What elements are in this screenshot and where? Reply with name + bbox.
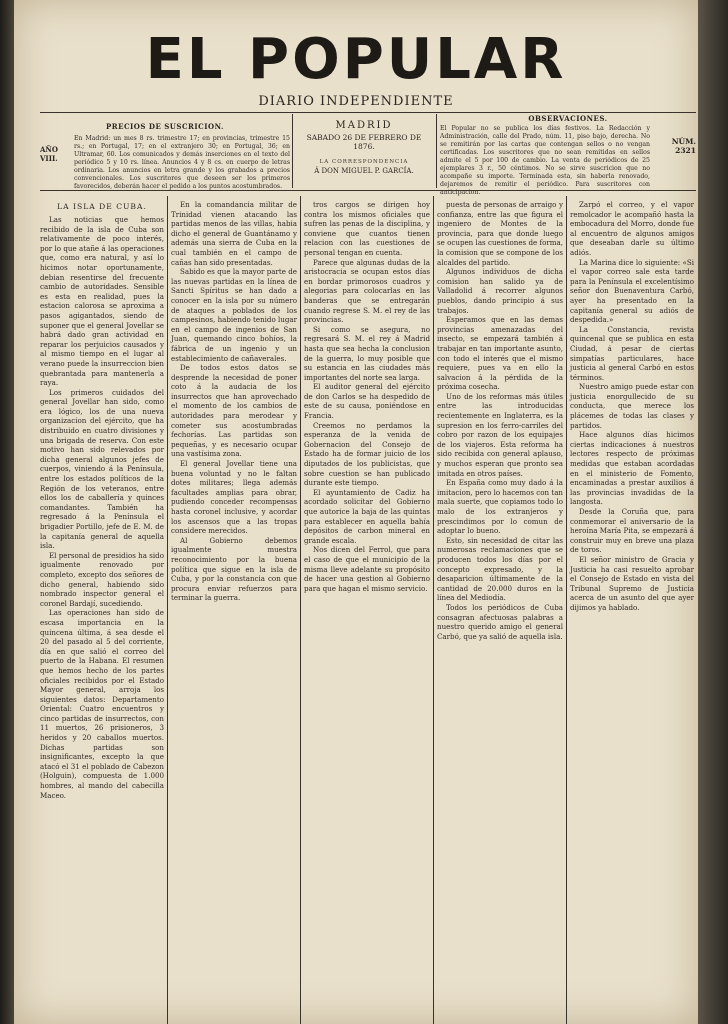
header-bottom-rule [40,190,696,191]
column-3-paragraph: El auditor general del ejército de don Carlos se ha despedido de este de su causa, poniéndose en Francia. [304,382,430,421]
column-4-paragraph: puesta de personas de arraigo y confianza, entre las que figura el ingeniero de Montes de la provincia, para que donde luego se ocupen las cuestiones de forma, la comision que se compone de los alcaldes del partido. [437,200,563,267]
date-block [296,110,432,188]
date-line: SABADO 26 DE FEBRERO DE 1876. [306,133,422,151]
correspondence-name: Á DON MIGUEL P. GARCÍA. [314,167,414,175]
issue-number: NÚM. 2321 [671,137,696,155]
column-4-paragraph: Esperamos que en las demas provincias amenazadas del insecto, se empezará también á trabajar en tan importante asunto, con todo el interés que el mismo requiere, pues va en ello la salvacion á la pérdida de la próxima cosecha. [437,315,563,392]
masthead-title: EL POPULAR [145,27,567,92]
column-2-paragraph: Sabido es que la mayor parte de las nuevas partidas en la línea de Sancti Spíritus se han dado a conocer en la isla por su número de ataques a poblados de los campesinos, habiendo tenido lugar en el campo de ingenios de San Juan, quemando cinco bohíos, la fábrica de un ingenio y un establecimiento de cañaverales. [171,267,297,363]
column-divider [300,196,301,1024]
column-1-paragraph: Los primeros cuidados del general Jovellar han sido, como era lógico, los de una nueva organizacion del ejército, que ha distribuido en cuatro divisiones y una brigada de reserva. Con este motivo han sido relevados por dicha general algunos jefes de cuerpos, viniendo á la Península, entre los estados políticos de la Región de los veteranos, entre ellos los de caballería y quinces comandantes. También ha regresado á la Península el brigadier Portillo, jefe de E. M. de la capitanía general de aquella isla. [40,387,164,551]
column-5-paragraph: La Constancia, revista quincenal que se publica en esta Ciudad, á pesar de ciertas simpatías particulares, hace justicia al general Carbó en estos términos. [570,324,694,382]
column-divider [566,196,567,1024]
column-2 [171,200,297,1024]
subscription-block [40,110,290,188]
column-1-paragraph: El personal de presidios ha sido igualmente renovado por completo, excepto dos señores de dicho general, habiendo sido nombrado inspector general el coronel Bardají, sucediendo. [40,550,164,608]
column-2-paragraph: Al Gobierno debemos igualmente muestra reconocimiento por la buena política que sigue en la isla de Cuba, y por la constancia con que procura enviar refuerzos para terminar la guerra. [171,535,297,603]
column-3-paragraph: Si como se asegura, no regresará S. M. el rey á Madrid hasta que sea hecha la conclusion de la guerra, lo muy posible que su estancia en las ciudades más importantes del norte sea larga. [304,324,430,382]
header-divider-left [292,114,293,188]
newspaper-page [14,0,698,1024]
column-3-paragraph: Creemos no perdamos la esperanza de la venida de Gobernacion del Consejo de Estado ha de formar juicio de los diputados de los publicistas, que sobre cuestion se han publicado durante este tiempo. [304,420,430,488]
column-5-paragraph: Hace algunos días hicimos ciertas indicaciones á nuestros lectores respecto de próximas medidas que estaban acordadas en el ministerio de Fomento, encaminadas a prestar auxilios á las provincias invadidas de la langosta. [570,430,694,507]
column-2-paragraph: En la comandancia militar de Trinidad vienen atacando las partidas menos de las villas, habia dicho el general de Guantánamo y además una sierra de Cuba en la cual también en el campo de cañas han sido presentadas. [171,200,297,267]
column-4 [437,200,563,1024]
column-5-paragraph: Zarpó el correo, y el vapor remolcador le acompañó hasta la embocadura del Morro, donde fue al encuentro de algunos amigos que deseaban darle su último adiós. [570,200,694,257]
observations-title: OBSERVACIONES. [528,114,608,123]
year-label: AÑO VIII. [40,145,58,163]
binding-spine [0,0,14,1024]
column-5-paragraph: Desde la Coruña que, para conmemorar el aniversario de la heroína María Pita, se empezará á construir muy en breve una plaza de toros. [570,507,694,555]
page-edge-shadow [698,0,728,1024]
column-3-paragraph: Nos dicen del Ferrol, que para el caso de que el municipio de la misma lleve adelante su propósito de hacer una gestion al Gobierno para que hagan el mismo servicio. [304,545,430,593]
observations-block [440,110,696,196]
observations-text: El Popular no se publica los días festivos. La Redacción y Administración, calle del Prado, núm. 11, piso bajo, derecha. No se remitirán por las cartas que contengan sellos o no vengan certificadas. Los suscritores que no sean remitidas en sellos admite el 5 por 100 de cambio. La venta de periódicos de 25 ejemplares 3 r., 50 céntimos. No se sirve suscricion que no acompañe su importe. Terminada esta, sin haberla renovado, dejaremos de remitir el periódico. Para suscritores con anticipacion. [440,125,650,196]
column-2-paragraph: De todos estos datos se desprende la necesidad de poner coto á la audacia de los insurrectos que han aprovechado el momento de los cambios de autoridades para merodear y cometer sus acostumbradas fechorías. Las partidas son pequeñas, y es necesario ocupar una vastísima zona. [171,363,297,459]
column-2-paragraph: El general Jovellar tiene una buena voluntad y no le faltan dotes militares; llega además facultades amplias para obrar, pudiendo conceder recompensas hasta coronel inclusive, y acordar los ascensos que a las tropas considere merecidos. [171,459,297,536]
column-5-paragraph: Nuestro amigo puede estar con justicia enorgullecido de su conducta, que merece los plácemes de todas las clases y partidos. [570,382,694,430]
city-label: MADRID [335,120,393,131]
column-3-paragraph: Parece que algunas dudas de la aristocracia se ocupan estos días en bordar primorosos cuadros y alegorias para colocarlas en las banderas que se entregarán cuando regrese S. M. el rey de las provincias. [304,257,430,325]
column-4-paragraph: Todos los periódicos de Cuba consagran afectuosas palabras a nuestro querido amigo el general Carbó, que ya salió de aquella isla. [437,602,563,641]
column-3-paragraph: tros cargos se dirigen hoy contra los mismos oficiales que sufren las penas de la disciplina, y conviene que cuantos tienen relacion con las cuestiones de personal tengan en cuenta. [304,200,430,257]
column-1 [40,200,164,1024]
column-1-paragraph: Las operaciones han sido de escasa importancia en la quincena última, á sea desde el 20 del pasado al 5 del corriente, día en que salió el correo del puerto de la Habana. El resumen que hemos hecho de los partes oficiales recibidos por el Estado Mayor general, arroja los siguientes datos: Departamento Oriental: Cuatro encuentros y cinco partidas de insurrectos, con 11 muertos, 26 prisioneros, 3 heridos y 20 caballos muertos. Dichas partidas son insignificantes, excepto la que atacó el 31 el poblado de Cabezon (Holguin), compuesta de 1.000 hombres, al mando del cabecilla Maceo. [40,608,164,800]
column-4-paragraph: Algunos individuos de dicha comision han salido ya de Valladolid á recorrer algunos pueblos, dando principio á sus trabajos. [437,267,563,315]
column-5-paragraph: La Marina dice lo siguiente: «Si el vapor correo sale esta tarde para la Península el excelentísimo señor don Buenaventura Carbó, ayer ha presentado en la capitanía general su adiós de despedida.» [570,257,694,325]
column-4-paragraph: Uno de los reformas más útiles entre las introducidas recientemente en Inglaterra, es la supresion en los ferro-carriles del cobro por razon de los equipajes de los viajeros. Esta reforma ha sido recibida con general aplauso, y muchos esperan que pronto sea imitada en otros países. [437,391,563,478]
correspondence-label: LA CORRESPONDENCIA [319,159,409,165]
masthead-subtitle: DIARIO INDEPENDIENTE [258,94,454,109]
header-divider-right [436,114,437,188]
column-5 [570,200,694,1024]
column-3-paragraph: El ayuntamiento de Cadiz ha acordado solicitar del Gobierno que autorice la baja de las quintas para establecer en aquella bahía depósitos de carbon mineral en grande escala. [304,487,430,545]
column-5-paragraph: El señor ministro de Gracia y Justicia ha casi resuelto aprobar el Consejo de Estado en vista del Tribunal Supremo de Justicia acerca de un asunto del que ayer dijimos ya hablado. [570,554,694,612]
column-1-paragraph: Las noticias que hemos recibido de la isla de Cuba son relativamente de poco interés, por lo que atañe á las operaciones que, como era natural, y así lo hicimos notar oportunamente, debian resentirse del frecuente cambio de autoridades. Sensible es esta en realidad, pues la estacion calorosa se aproxima a pasos agigantados, siendo de suponer que el general Jovellar se habrá dado gran actividad en reparar los perjuicios causados y al mismo tiempo en el lugar al verano puede la insurreccion bien quebrantada para mantenerla a raya. [40,215,164,388]
article-heading-cuba: LA ISLA DE CUBA. [57,202,147,211]
column-4-paragraph: En España como muy dado á la imitacion, pero lo hacemos con tan mala suerte, que copiamos todo lo malo de los extranjeros y prescindimos por lo comun de adoptar lo bueno. [437,478,563,536]
column-divider [167,196,168,1024]
column-4-paragraph: Esto, sin necesidad de citar las numerosas reclamaciones que se producen todos los días por el concepto expresado, y la desaparicion últimamente de la cantidad de 20.000 duros en la línea del Mediodía. [437,535,563,603]
subscription-title: PRECIOS DE SUSCRICION. [106,122,224,131]
column-3 [304,200,430,1024]
subscription-text: En Madrid: un mes 8 rs. trimestre 17; en provincias, trimestre 15 rs.; en Portugal, 17; en el extranjero 30; en Portugal, 36; en Ultramar, 60. Los comunicados y demás inserciones en el texto del periódico 5 y 10 rs. línea. Anuncios 4 y 8 cs. en cuerpo de letras ordinaria. Los anuncios en letra grande y los grabados a precios convencionales. Los suscritores que deseen ser los primeros favorecidos, deberán hacer el pedido a los puntos acostumbrados. [74,135,290,190]
column-divider [433,196,434,1024]
